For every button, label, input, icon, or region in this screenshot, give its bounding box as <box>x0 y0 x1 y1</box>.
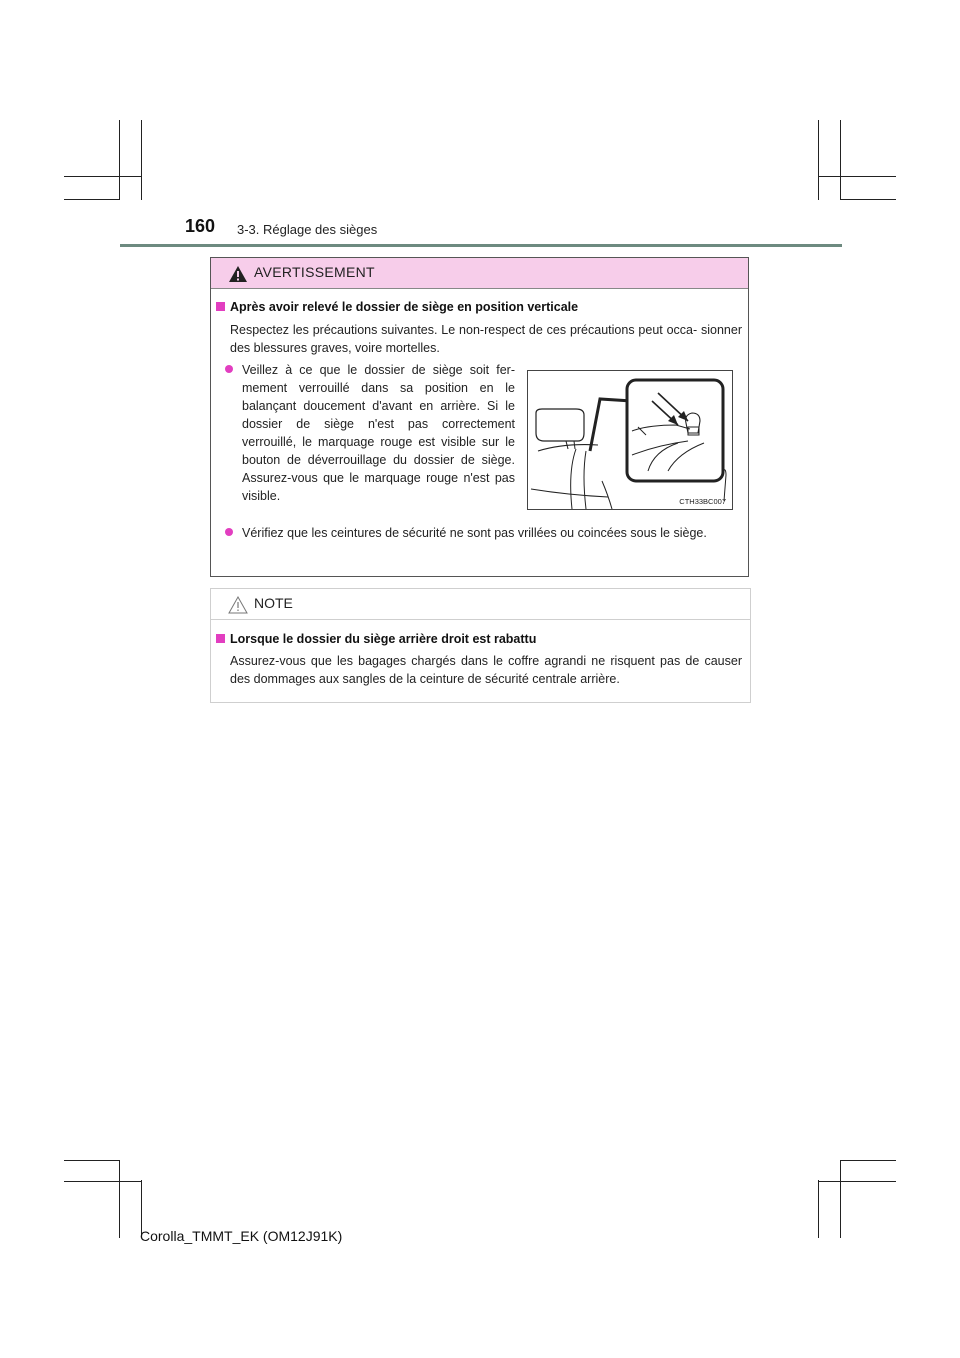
section-title: 3-3. Réglage des sièges <box>237 222 378 237</box>
page-number: 160 <box>185 216 216 236</box>
crop-mark <box>64 1181 142 1182</box>
warning-section-heading <box>216 300 578 314</box>
caution-triangle-icon <box>228 596 248 614</box>
footer-doc-id: Corolla_TMMT_EK (OM12J91K) <box>140 1228 343 1244</box>
header-divider <box>120 244 842 247</box>
warning-section-title: Après avoir relevé le dossier de siège en position verticale <box>230 300 579 314</box>
note-title: NOTE <box>254 595 293 611</box>
warning-title: AVERTISSEMENT <box>254 264 375 280</box>
crop-mark <box>119 120 120 200</box>
warning-bullet-2 <box>225 524 744 542</box>
square-bullet-icon <box>216 634 225 643</box>
note-section-heading <box>216 632 536 646</box>
note-box <box>210 588 751 703</box>
crop-mark <box>818 1180 819 1238</box>
note-section-title: Lorsque le dossier du siège arrière droit est rabattu <box>230 632 537 646</box>
warning-bullet-1-text: Veillez à ce que le dossier de siège soit fer- mement verrouillé dans sa position en le balançant doucement d'avant en arrière. Si le dossier de siège n'est pas correctement verrouillé, le marquage rouge est visible sur le bouton de déverrouillage du dossier de siège. Assurez-vous que le marquage rouge n'est pas visible. <box>242 363 515 503</box>
crop-mark <box>818 1181 896 1182</box>
illustration-code: CTH33BC007 <box>679 497 726 506</box>
crop-mark <box>119 1160 120 1238</box>
crop-mark <box>840 199 896 200</box>
crop-mark <box>840 1160 841 1238</box>
note-header <box>211 589 750 620</box>
crop-mark <box>840 1160 896 1161</box>
warning-intro: Respectez les précautions suivantes. Le non-respect de ces précautions peut occa- sionner des blessures graves, voire mortelles. <box>230 323 742 355</box>
crop-mark <box>840 120 841 200</box>
square-bullet-icon <box>216 302 225 311</box>
crop-mark <box>64 176 142 177</box>
warning-header <box>211 258 748 289</box>
crop-mark <box>818 120 819 200</box>
seat-illustration <box>527 370 733 510</box>
crop-mark <box>818 176 896 177</box>
crop-mark <box>64 1160 120 1161</box>
seat-backrest-drawing <box>528 371 732 509</box>
crop-mark <box>141 120 142 200</box>
note-text: Assurez-vous que les bagages chargés dans le coffre agrandi ne risquent pas de causer des dommages aux sangles de la ceinture de sécurité centrale arrière. <box>230 654 742 686</box>
warning-bullet-1 <box>225 361 515 505</box>
warning-bullet-2-text: Vérifiez que les ceintures de sécurité ne sont pas vrillées ou coincées sous le siège. <box>242 526 707 540</box>
crop-mark <box>64 199 120 200</box>
warning-triangle-icon <box>228 265 248 283</box>
round-bullet-icon <box>225 365 233 373</box>
round-bullet-icon <box>225 528 233 536</box>
